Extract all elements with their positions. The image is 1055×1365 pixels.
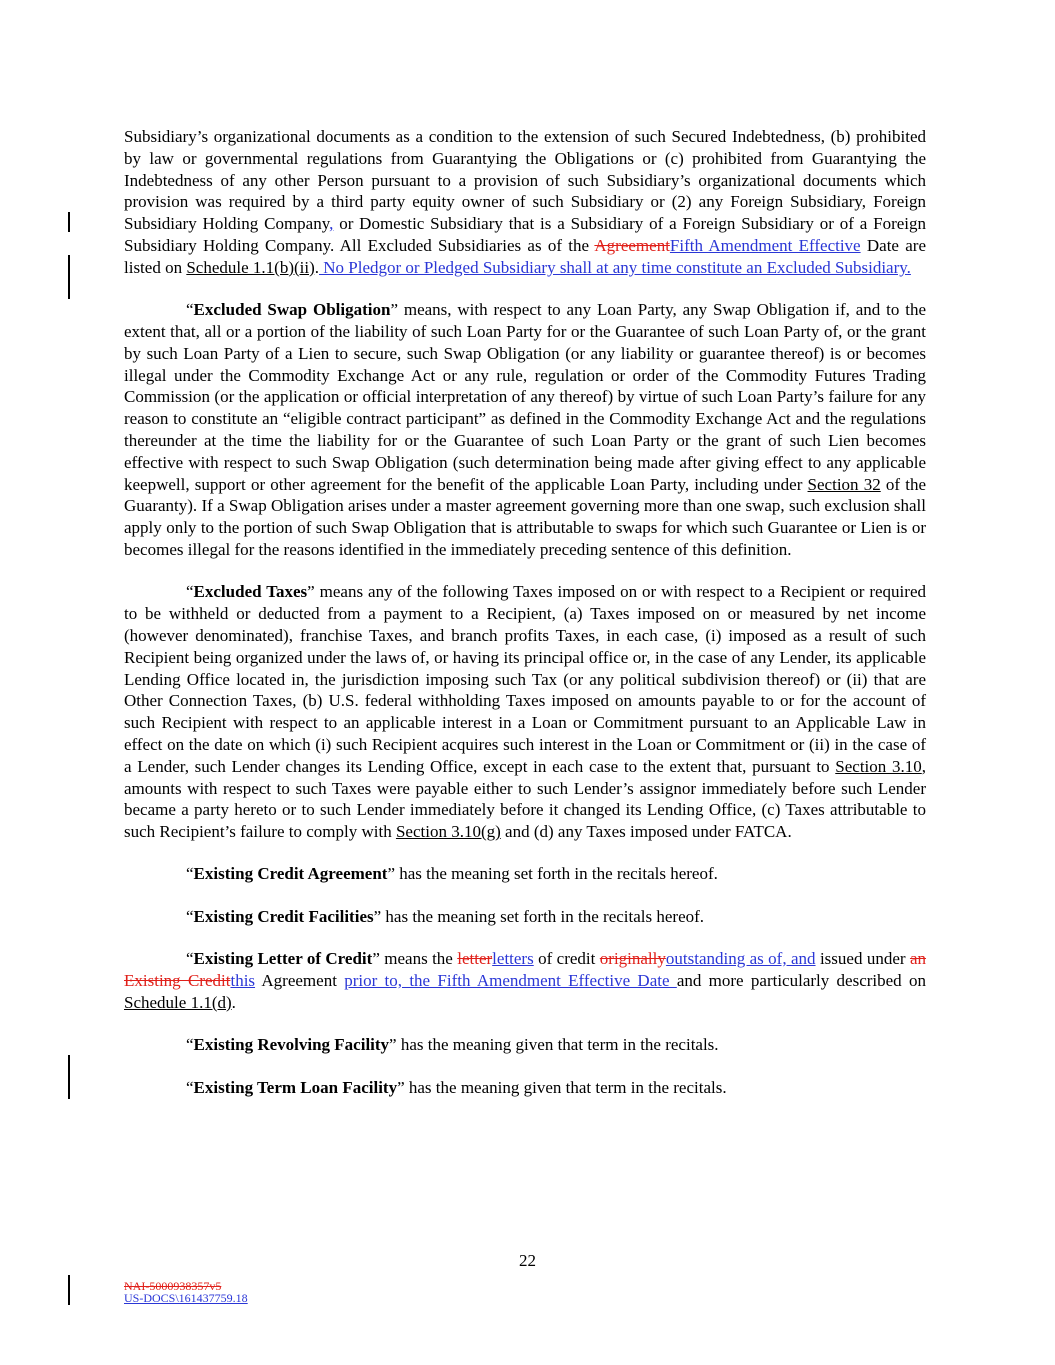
text-run: ” means the (372, 949, 458, 969)
defined-term: Existing Letter of Credit (193, 949, 373, 969)
definition-existing-credit-facilities (124, 906, 926, 928)
text-run: of the Guaranty). If a Swap Obligation arises under a master agreement governing more than one swap, such exclusion shall apply only to the portion of such Swap Obligation that is attributable to swaps for which such Guarantee or Lien is or becomes illegal for the reasons identified in the immediately preceding sentence of this definition. (124, 474, 926, 559)
defined-term: Excluded Taxes (193, 582, 308, 602)
text-run: “ (186, 906, 194, 926)
inserted-text: prior to, the Fifth Amendment Effective Date (344, 971, 677, 991)
defined-term: Excluded Swap Obligation (193, 300, 391, 320)
text-run: and (d) any Taxes imposed under FATCA. (500, 822, 792, 842)
text-run: “ (186, 1077, 194, 1097)
deleted-doc-id: NAI-5000938357v5 (124, 1279, 222, 1293)
change-bar (68, 212, 70, 232)
section-reference: Section 32 (807, 474, 881, 494)
defined-term: Existing Revolving Facility (193, 1035, 390, 1055)
defined-term: Existing Credit Facilities (193, 906, 374, 926)
text-run: “ (186, 1035, 194, 1055)
defined-term: Existing Credit Agreement (193, 864, 388, 884)
deleted-text: Agreement (594, 235, 670, 255)
excluded-subsidiary-continuation (124, 126, 926, 279)
text-run: “ (186, 949, 194, 969)
text-run: or Domestic Subsidiary that is a Subsidiary of a Foreign Subsidiary or of a Foreign Subsidiary Holding Company. All Excluded Subsidiaries as of the (124, 214, 926, 255)
schedule-reference: Schedule 1.1(d) (124, 992, 232, 1012)
text-run: of credit (533, 949, 600, 969)
page-number: 22 (519, 1251, 536, 1270)
inserted-text: this (230, 971, 256, 991)
inserted-doc-id: US-DOCS\161437759.18 (124, 1291, 248, 1305)
deleted-text: originally (599, 949, 666, 969)
text-run: “ (186, 582, 194, 602)
change-bar (68, 255, 70, 299)
section-reference: Section 3.10 (835, 756, 922, 776)
definition-existing-letter-of-credit (124, 948, 926, 1013)
text-run: ” means any of the following Taxes imposed on or with respect to a Recipient or required to be withheld or deducted from a payment to a Recipient, (a) Taxes imposed on or measured by net income (however denominated), franchise Taxes, and branch profits Taxes, in each case, (i) imposed as a result of such Recipient being organized under the laws of, or having its principal office or, in the case of any Lender, its applicable Lending Office located in, the jurisdiction imposing such Tax (or any political subdivision thereof) or (ii) that are Other Connection Taxes, (b) U.S. federal withholding Taxes imposed on amounts payable to or for the account of such Recipient with respect to an applicable interest in a Loan or Commitment pursuant to an Applicable Law in effect on the date on which (i) such Recipient acquires such interest in the Loan or Commitment or (ii) in the case of a Lender, such Lender changes its Lending Office, except in each case to the extent that, pursuant to (124, 582, 926, 776)
change-bar (68, 1275, 70, 1305)
deleted-text: an Existing Credit (124, 949, 926, 991)
text-run: ” has the meaning set forth in the recitals hereof. (387, 864, 718, 884)
change-bar (68, 1055, 70, 1099)
text-run: issued under (815, 949, 910, 969)
definition-excluded-swap-obligation (124, 299, 926, 561)
text-run: “ (186, 864, 194, 884)
text-run: Date are listed on (124, 235, 926, 277)
text-run: ” has the meaning set forth in the recitals hereof. (373, 906, 705, 926)
definition-existing-revolving-facility (124, 1034, 926, 1056)
inserted-text: Fifth Amendment Effective (669, 235, 861, 255)
text-run: Subsidiary’s organizational documents as a condition to the extension of such Secured Indebtedness, (b) prohibited by law or governmental regulations from Guarantying the Obligations or (c) prohibited from Guarantying the Indebtedness of any other Person pursuant to a provision of such Subsidiary’s organizational documents which provision was required by a third party equity owner of such Subsidiary or (2) any Foreign Subsidiary, Foreign Subsidiary Holding Company (124, 127, 926, 234)
definition-existing-credit-agreement (124, 863, 926, 885)
text-run: Agreement (255, 971, 345, 991)
inserted-text: No Pledgor or Pledged Subsidiary shall at any time constitute an Excluded Subsidiary. (319, 257, 911, 277)
definitions-body (124, 126, 926, 1098)
text-run: ” means, with respect to any Loan Party, any Swap Obligation if, and to the extent that, all or a portion of the liability of such Loan Party for or the Guarantee of such Loan Party of, or the grant by such Loan Party of a Lien to secure, such Swap Obligation (or any liability or guarantee thereof) is or becomes illegal under the Commodity Exchange Act or any rule, regulation or order of the Commodity Futures Trading Commission (or the application or official interpretation of any thereof) by virtue of such Loan Party’s failure for any reason to constitute an “eligible contract participant” as defined in the Commodity Exchange Act and the regulations thereunder at the time the liability for or the Guarantee of such Loan Party or the grant of such Lien becomes effective with respect to such Swap Obligation (such determination being made after giving effect to any applicable keepwell, support or other agreement for the benefit of the applicable Loan Party, including under (124, 300, 926, 494)
text-run: , amounts with respect to such Taxes were payable either to such Lender’s assignor immediately before such Lender became a party hereto or to such Lender immediately before it changed its Lending Office, (c) Taxes attributable to such Recipient’s failure to comply with (124, 756, 926, 842)
text-run: ” has the meaning given that term in the recitals. (389, 1035, 719, 1055)
inserted-text: outstanding as of, and (665, 949, 816, 969)
text-run: . (314, 257, 319, 277)
text-run: . (231, 992, 236, 1012)
definition-excluded-taxes (124, 581, 926, 843)
inserted-text: , (329, 214, 334, 234)
text-run: “ (186, 300, 194, 320)
inserted-text: letters (492, 949, 534, 969)
schedule-reference: Schedule 1.1(b)(ii) (186, 257, 315, 277)
document-footer (124, 1280, 248, 1304)
definition-existing-term-loan-facility (124, 1077, 926, 1099)
text-run: and more particularly described on (676, 971, 926, 991)
deleted-text: letter (457, 949, 493, 969)
defined-term: Existing Term Loan Facility (193, 1077, 398, 1097)
text-run: ” has the meaning given that term in the recitals. (397, 1077, 727, 1097)
section-reference: Section 3.10(g) (395, 822, 501, 842)
